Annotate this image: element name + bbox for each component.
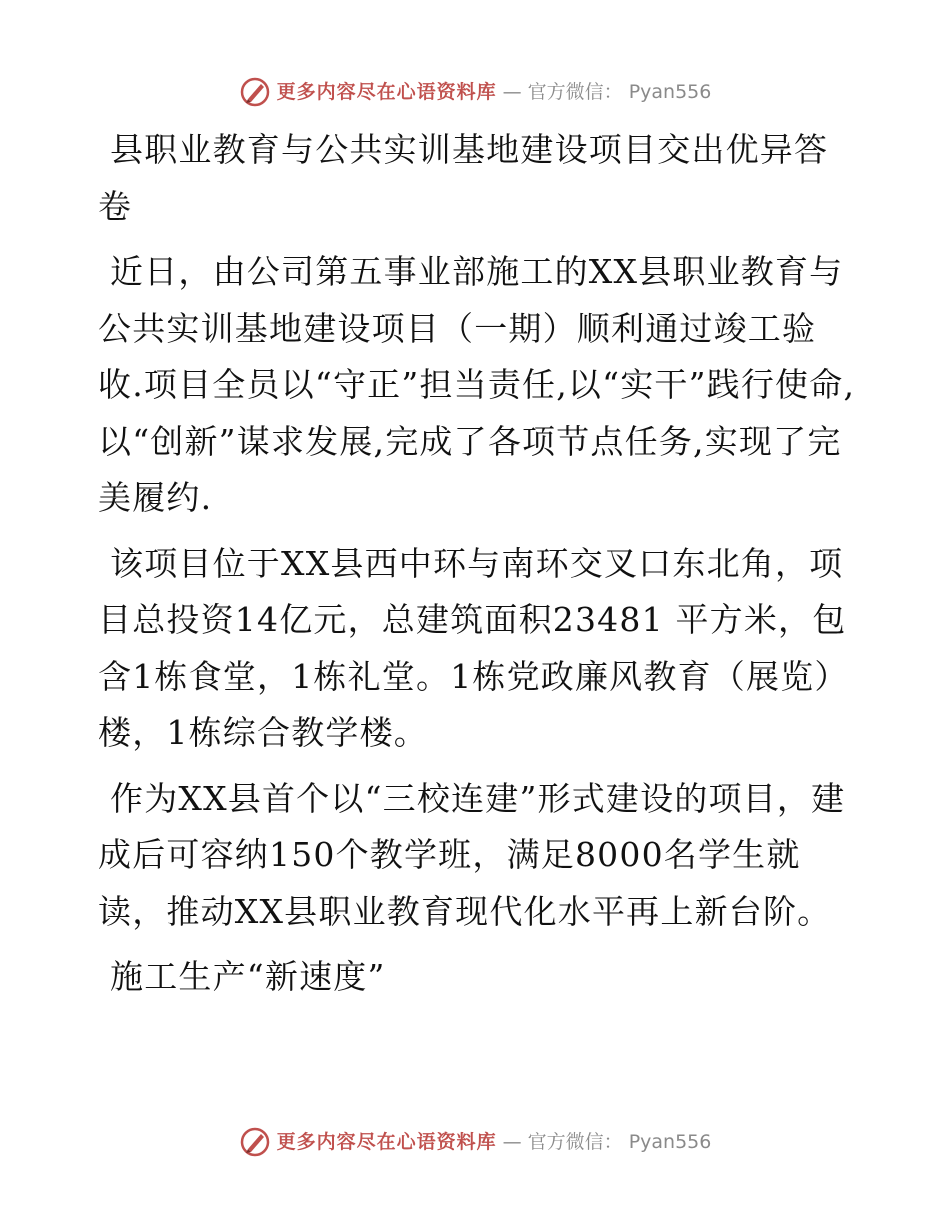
pen-logo-icon	[239, 76, 271, 108]
paragraph-intro: 近日，由公司第五事业部施工的XX县职业教育与公共实训基地建设项目（一期）顺利通过竣工验收.项目全员以“守正”担当责任,以“实干”践行使命,以“创新”谋求发展,完成了各项节点任务,实现了完美履约.	[98, 252, 856, 517]
banner-official-label: 官方微信：	[527, 81, 623, 103]
banner-wechat-id: Pyan556	[628, 81, 712, 103]
banner-text: 更多内容尽在心语资料库	[276, 1131, 497, 1153]
header-banner	[0, 76, 950, 108]
banner-dash: —	[502, 1131, 522, 1153]
banner-official-label: 官方微信：	[527, 1131, 623, 1153]
document-title: 县职业教育与公共实训基地建设项目交出优异答卷	[98, 130, 829, 226]
paragraph-capacity: 作为XX县首个以“三校连建”形式建设的项目，建成后可容纳150个教学班，满足8000名学生就读，推动XX县职业教育现代化水平再上新台阶。	[98, 778, 846, 931]
banner-text: 更多内容尽在心语资料库	[276, 81, 497, 103]
document-body	[98, 122, 858, 1015]
pen-logo-icon	[239, 1126, 271, 1158]
banner-dash: —	[502, 81, 522, 103]
banner-wechat-id: Pyan556	[628, 1131, 712, 1153]
paragraph-location: 该项目位于XX县西中环与南环交叉口东北角，项目总投资14亿元，总建筑面积23481 平方米，包含1栋食堂，1栋礼堂。1栋党政廉风教育（展览）楼，1栋综合教学楼。	[98, 543, 849, 752]
section-subheading: 施工生产“新速度”	[110, 957, 386, 996]
footer-banner	[0, 1126, 950, 1158]
